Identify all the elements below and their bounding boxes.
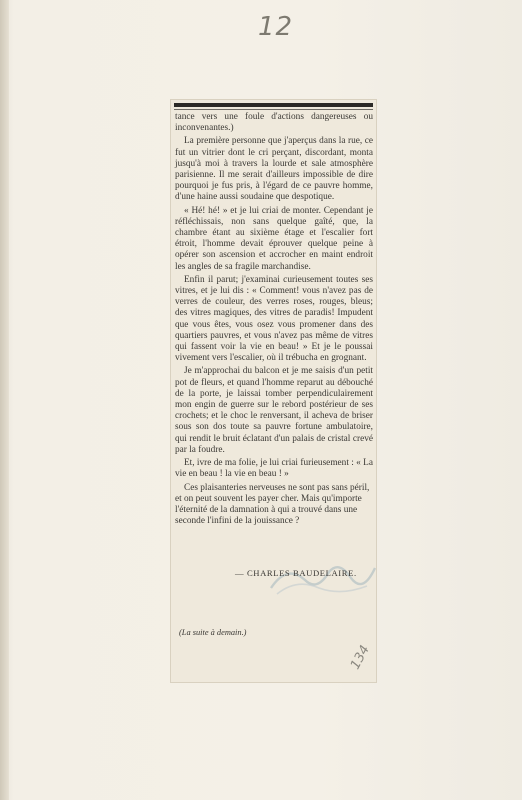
pencil-annotation: 134 [347,643,373,672]
folio-number: 12 [258,12,294,42]
clipping-top-thin-rule [174,109,373,110]
library-stamp [267,558,379,598]
page-binding-edge [0,0,9,800]
newspaper-clipping [170,99,377,683]
paragraph-3: « Hé! hé! » et je lui criai de monter. Cependant je réfléchissais, non sans quelque gaîté, que, la chambre étant au sixième étage et l'escalier fort étroit, l'homme devait éprouver quelque peine à opérer son ascension et accrocher en maint endroit les angles de sa fragile marchandise. [175,205,373,272]
paragraph-1: tance vers une foule d'actions dangereuses ou inconvenantes.) [175,112,373,134]
paragraph-5: Je m'approchai du balcon et je me saisis d'un petit pot de fleurs, et quand l'homme reparut au débouché de la porte, je laissai tomber perpendiculairement mon engin de guerre sur le rebord postérieur de ses crochets; et le choc le renversant, il acheva de briser sous son dos toute sa pauvre fortune ambulatoire, qui rendit le bruit éclatant d'un palais de cristal crevé par la foudre. [175,366,373,455]
continuation-note: (La suite à demain.) [179,628,247,637]
paragraph-7: Ces plaisanteries nerveuses ne sont pas sans péril, et on peut souvent les payer cher. Mais qu'importe l'éternité de la damnation à qui a trouvé dans une seconde l'infini de la jouissance ? [175,482,370,527]
clipping-text [175,112,373,529]
author-signature: — CHARLES BAUDELAIRE. [235,568,357,578]
paragraph-6: Et, ivre de ma folie, je lui criai furieusement : « La vie en beau ! la vie en beau ! » [175,458,373,480]
paragraph-4: Enfin il parut; j'examinai curieusement toutes ses vitres, et je lui dis : « Comment! vous n'avez pas de verres de couleur, des verres roses, rouges, bleus; des vitres magiques, des vitres de paradis! Impudent que vous êtes, vous osez vous promener dans des quartiers pauvres, et vous n'avez pas même de vitres qui fassent voir la vie en beau! » Et je le poussai vivement vers l'escalier, où il trébucha en grognant. [175,274,373,364]
clipping-top-rule [174,103,373,107]
paragraph-2: La première personne que j'aperçus dans la rue, ce fut un vitrier dont le cri perçant, discordant, monta jusqu'à moi à travers la lourde et sale atmosphère parisienne. Il me serait d'ailleurs impossible de dire pourquoi je fus pris, à l'égard de ce pauvre homme, d'une haine aussi soudaine que despotique. [175,136,373,203]
